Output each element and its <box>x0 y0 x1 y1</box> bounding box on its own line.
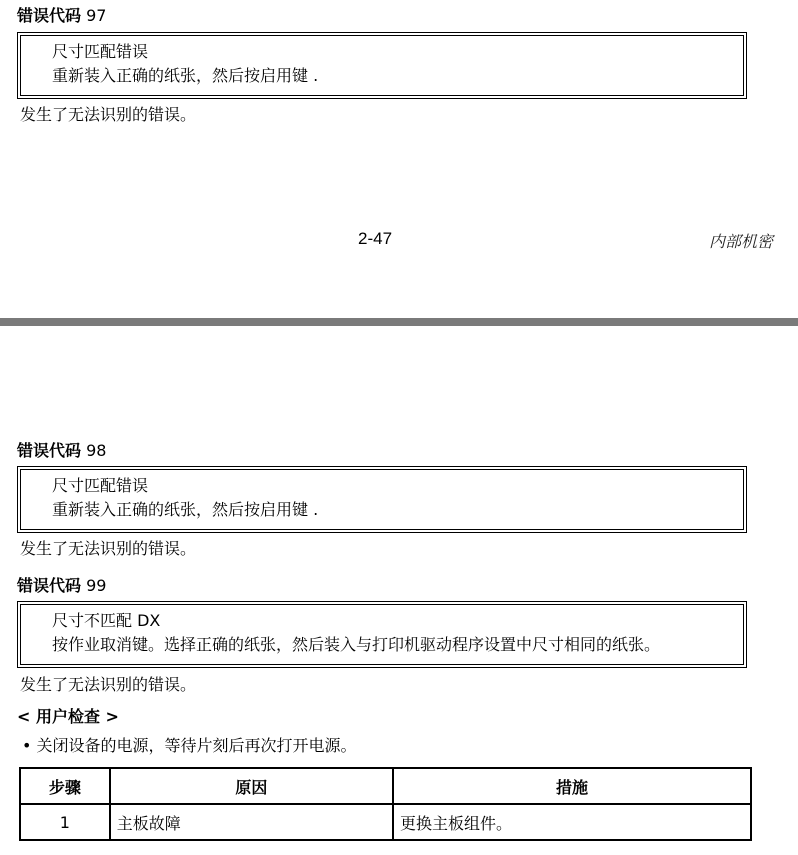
header-cause: 原因 <box>110 768 393 804</box>
cell-measure: 更换主板组件。 <box>393 804 751 840</box>
cell-step: 1 <box>20 804 110 840</box>
error-code-heading-99 <box>17 576 106 596</box>
header-measure: 措施 <box>393 768 751 804</box>
user-check-item <box>22 736 357 756</box>
header-step: 步骤 <box>20 768 110 804</box>
error-code-heading-98 <box>17 441 106 461</box>
error-message-box-99 <box>17 601 747 668</box>
message-line-1: 尺寸不匹配 DX <box>52 611 161 630</box>
message-line-1: 尺寸匹配错误 <box>52 42 149 61</box>
user-check-text: 关闭设备的电源，等待片刻后再次打开电源。 <box>36 736 357 755</box>
table-header-row <box>20 768 751 804</box>
message-line-1: 尺寸匹配错误 <box>52 476 149 495</box>
confidential-label: 内部机密 <box>709 232 774 251</box>
table-row <box>20 804 751 840</box>
error-code-number: 98 <box>86 441 107 460</box>
message-line-2: 按作业取消键。选择正确的纸张，然后装入与打印机驱动程序设置中尺寸相同的纸张。 <box>52 635 661 654</box>
error-code-label: 错误代码 <box>17 576 82 595</box>
error-description-98: 发生了无法识别的错误。 <box>20 539 197 558</box>
page-divider <box>0 318 798 326</box>
error-code-number: 99 <box>86 576 107 595</box>
error-code-number: 97 <box>86 6 107 25</box>
error-message-box-97 <box>17 32 747 99</box>
error-description-99: 发生了无法识别的错误。 <box>20 675 197 694</box>
message-line-2: 重新装入正确的纸张，然后按启用键 . <box>52 500 319 519</box>
error-message-box-98 <box>17 466 747 533</box>
cell-cause: 主板故障 <box>110 804 393 840</box>
user-check-heading: < 用户检查 > <box>17 707 119 726</box>
steps-table <box>19 767 752 841</box>
page-number: 2-47 <box>358 229 393 248</box>
message-line-2: 重新装入正确的纸张，然后按启用键 . <box>52 66 319 85</box>
error-code-label: 错误代码 <box>17 6 82 25</box>
bullet-icon: • <box>22 736 32 755</box>
error-code-heading-97 <box>17 6 106 26</box>
error-code-label: 错误代码 <box>17 441 82 460</box>
error-description-97: 发生了无法识别的错误。 <box>20 105 197 124</box>
